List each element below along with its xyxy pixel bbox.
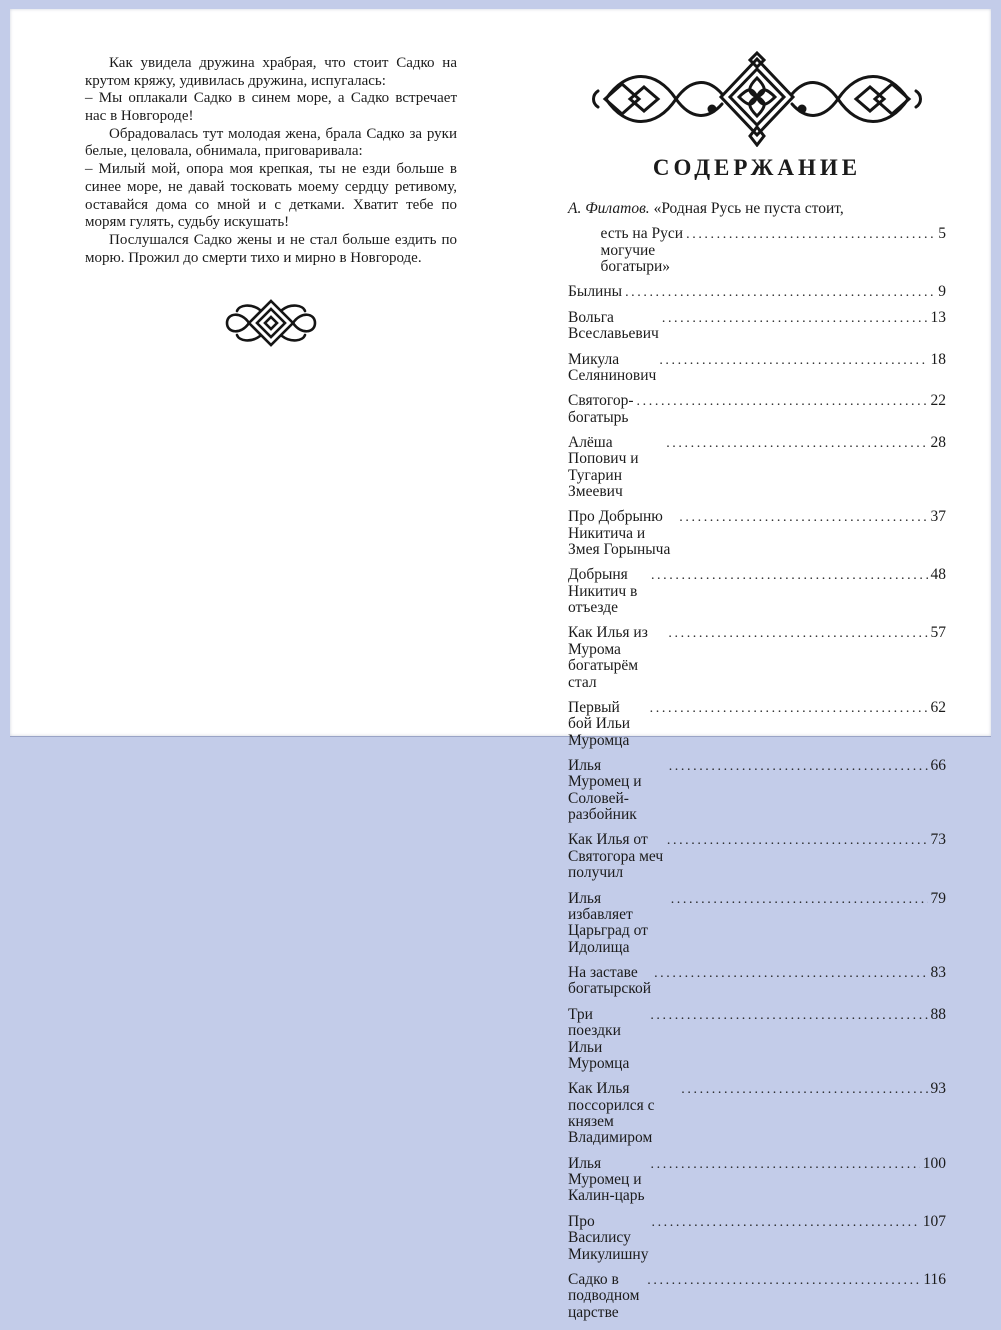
toc-leader-dots: [686, 226, 935, 243]
toc-entry-page: 116: [923, 1270, 946, 1288]
toc-leader-dots: [651, 1214, 919, 1231]
toc-entry: [568, 435, 946, 501]
toc-entry: [568, 201, 946, 217]
toc-entry-title: На заставе богатырской: [568, 964, 652, 998]
right-page: [568, 51, 946, 1330]
toc-entry-page: 88: [930, 1005, 946, 1023]
toc-entry-title: Микула Селянинович: [568, 350, 657, 384]
left-page: [85, 55, 457, 349]
toc-leader-dots: [651, 1156, 920, 1173]
toc-entry-page: 107: [922, 1212, 946, 1230]
toc-entry-title: А. Филатов. «Родная Русь не пуста стоит,: [568, 200, 844, 217]
toc-leader-dots: [668, 625, 927, 642]
toc-entry: [568, 352, 946, 385]
toc-leader-dots: [659, 352, 927, 369]
toc-entry-page: 18: [930, 350, 946, 368]
toc-entry-page: 28: [930, 433, 946, 451]
toc-entry-title: Первый бой Ильи Муромца: [568, 698, 631, 749]
toc-entry: [568, 965, 946, 998]
toc-entry-page: 79: [930, 889, 946, 907]
toc-entry-page: 62: [930, 698, 946, 716]
toc-entry-title: Как Илья из Мурома богатырём стал: [568, 624, 648, 691]
story-paragraph: – Мы оплакали Садко в синем море, а Садко встречает нас в Новгороде!: [85, 90, 457, 125]
toc-leader-dots: [651, 567, 928, 584]
toc-entry: [568, 1081, 946, 1147]
toc-entry-page: 83: [930, 964, 946, 982]
header-ornament-icon: [568, 51, 946, 147]
toc-entry-page: 100: [922, 1154, 946, 1172]
toc-entry-title: Алёша Попович и Тугарин Змеевич: [568, 433, 639, 501]
toc-entry: [568, 393, 946, 426]
toc-entry-page: 22: [930, 392, 946, 410]
toc-entry-page: 66: [930, 756, 946, 774]
toc-entry: [568, 284, 946, 301]
toc-entry-page: 9: [938, 283, 946, 301]
toc-leader-dots: [650, 700, 928, 717]
toc-entry: [568, 832, 946, 881]
toc-leader-dots: [625, 284, 935, 301]
story-paragraph: – Милый мой, опора моя крепкая, ты не езди больше в синее море, не давай тосковать моему сердцу ретивому, оставайся дома со мной и с детками. Хватит тебе по морям гулять, судьбу искушать!: [85, 161, 457, 231]
toc-entry-title: Святогор-богатырь: [568, 392, 634, 426]
toc-entry-page: 73: [930, 831, 946, 849]
toc-entry-page: 48: [930, 566, 946, 584]
toc-entry-title: Как Илья от Святогора меч получил: [568, 831, 664, 882]
toc-entry-title: Садко в подводном царстве: [568, 1270, 640, 1321]
toc-entry: [568, 226, 946, 275]
toc-entry-title: Илья избавляет Царьград от Идолища: [568, 889, 648, 956]
toc-entry: [568, 625, 946, 691]
toc-entry: [568, 758, 946, 824]
toc-entry: [568, 700, 946, 749]
story-paragraph: Как увидела дружина храбрая, что стоит Садко на крутом кряжу, удивилась дружина, испугалась:: [85, 55, 457, 89]
toc-entry: [568, 310, 946, 343]
toc-entry-page: 13: [930, 308, 946, 326]
toc-entry-page: 37: [930, 508, 946, 526]
toc-title: СОДЕРЖАНИЕ: [652, 155, 862, 180]
story-text: [85, 55, 457, 267]
toc-leader-dots: [654, 965, 927, 982]
toc-entry: [568, 1272, 946, 1321]
toc-entry-title: Добрыня Никитич в отъезде: [568, 566, 638, 617]
story-paragraph: Обрадовалась тут молодая жена, брала Садко за руки белые, целовала, обнимала, приговаривала:: [85, 125, 457, 160]
toc-leader-dots: [681, 1081, 927, 1098]
toc-leader-dots: [666, 435, 927, 452]
table-of-contents: [568, 201, 946, 1321]
toc-leader-dots: [662, 310, 928, 327]
toc-entry: [568, 509, 946, 558]
toc-leader-dots: [669, 758, 928, 775]
toc-entry: [568, 1007, 946, 1073]
toc-leader-dots: [647, 1272, 920, 1289]
toc-leader-dots: [679, 509, 927, 526]
end-of-story-ornament-icon: [85, 297, 457, 349]
toc-entry: [568, 567, 946, 616]
toc-entry-title: есть на Руси могучие богатыри»: [600, 225, 684, 276]
toc-entry-title: Про Добрыню Никитича и Змея Горыныча: [568, 508, 671, 559]
toc-leader-dots: [650, 1007, 927, 1024]
story-paragraph: Послушался Садко жены и не стал больше ездить по морю. Прожил до смерти тихо и мирно в Новгороде.: [85, 231, 457, 266]
toc-entry-title: Про Василису Микулишну: [568, 1212, 649, 1263]
toc-entry-title: Как Илья поссорился с князем Владимиром: [568, 1080, 655, 1147]
toc-entry-title: Илья Муромец и Калин-царь: [568, 1154, 645, 1205]
toc-entry-title: Былины: [568, 283, 623, 301]
toc-entry-title: Три поездки Ильи Муромца: [568, 1005, 630, 1072]
toc-leader-dots: [667, 832, 928, 849]
toc-entry: [568, 1156, 946, 1205]
toc-entry: [568, 891, 946, 957]
toc-entry-page: 93: [930, 1080, 946, 1098]
toc-entry-page: 57: [930, 624, 946, 642]
toc-entry: [568, 1214, 946, 1263]
book-spread: [10, 9, 991, 1321]
toc-entry-title: Илья Муромец и Соловей-разбойник: [568, 756, 642, 824]
toc-entry-page: 5: [938, 225, 946, 243]
toc-entry-title: Вольга Всеславьевич: [568, 308, 659, 343]
toc-leader-dots: [671, 891, 928, 908]
toc-leader-dots: [637, 393, 928, 410]
